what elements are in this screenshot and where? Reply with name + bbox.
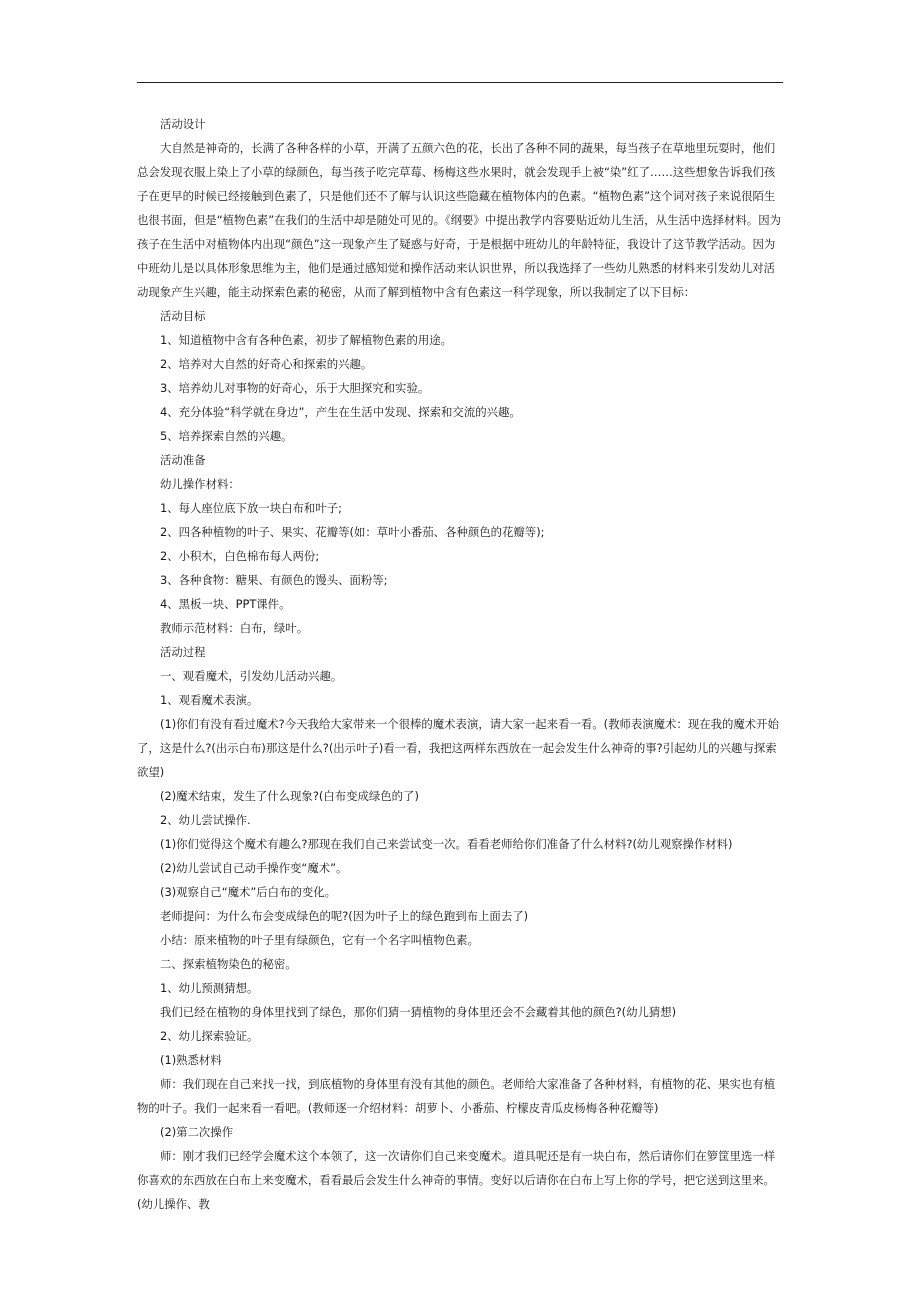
material-item: 2、四各种植物的叶子、果实、花瓣等(如：草叶小番茄、各种颜色的花瓣等);	[160, 525, 545, 539]
header-rule	[137, 82, 783, 83]
material-item: 2、小积木，白色棉布每人两份;	[160, 549, 320, 563]
part2-step1: 1、幼儿预测猜想。	[160, 981, 259, 995]
section-heading-design: 活动设计	[160, 117, 206, 131]
part2-substep-text: 师：刚才我们已经学会魔术这个本领了，这一次请你们自己来变魔术。道具呢还是有一块白布，然后请你们在箩筐里选一样你喜欢的东西放在白布上来变魔术，看看最后会发生什么神奇的事情。变好以后请你在白布上写上你的学号，把它送到这里来。(幼儿操作、教	[137, 1149, 776, 1211]
document-body	[137, 112, 783, 1216]
child-materials-label: 幼儿操作材料：	[160, 477, 240, 491]
intro-paragraph: 大自然是神奇的，长满了各种各样的小草，开满了五颜六色的花，长出了各种不同的蔬果，每当孩子在草地里玩耍时，他们总会发现衣服上染上了小草的绿颜色，每当孩子吃完草莓、杨梅这些水果时，就会发现手上被“染”红了……这些想象告诉我们孩子在更早的时候已经接触到色素了，只是他们还不了解与认识这些隐藏在植物体内的色素。“植物色素”这个词对孩子来说很陌生也很书面，但是“植物色素”在我们的生活中却是随处可见的。《纲要》中提出教学内容要贴近幼儿生活，从生活中选择材料。因为孩子在生活中对植物体内出现“颜色”这一现象产生了疑惑与好奇，于是根据中班幼儿的年龄特征，我设计了这节教学活动。因为中班幼儿是以具体形象思维为主，他们是通过感知觉和操作活动来认识世界，所以我选择了一些幼儿熟悉的材料来引发幼儿对活动现象产生兴趣，能主动探索色素的秘密，从而了解到植物中含有色素这一科学现象，所以我制定了以下目标：	[137, 141, 781, 299]
goal-item: 3、培养幼儿对事物的好奇心，乐于大胆探究和实验。	[160, 381, 430, 395]
material-item: 1、每人座位底下放一块白布和叶子;	[160, 501, 342, 515]
part2-substep-title: (2)第二次操作	[160, 1125, 234, 1139]
part2-title: 二、探索植物染色的秘密。	[160, 957, 297, 971]
part2-substep-title: (1)熟悉材料	[160, 1053, 222, 1067]
material-item: 4、黑板一块、PPT课件。	[160, 597, 291, 611]
part1-step2-item: (2)幼儿尝试自己动手操作变“魔术”。	[160, 861, 348, 875]
teacher-question: 老师提问：为什么布会变成绿色的呢?(因为叶子上的绿色跑到布上面去了)	[160, 909, 529, 923]
goal-item: 2、培养对大自然的好奇心和探索的兴趣。	[160, 357, 373, 371]
part1-step2-item: (1)你们觉得这个魔术有趣么?那现在我们自己来尝试变一次。看看老师给你们准备了什么材料?(幼儿观察操作材料)	[160, 837, 733, 851]
part1-question1: (1)你们有没有看过魔术?今天我给大家带来一个很棒的魔术表演，请大家一起来看一看。(教师表演魔术：现在我的魔术开始了，这是什么?(出示白布)那这是什么?(出示叶子)看一看，我把这两样东西放在一起会发生什么神奇的事?引起幼儿的兴趣与探索欲望)	[137, 717, 779, 779]
part1-title: 一、观看魔术，引发幼儿活动兴趣。	[160, 669, 343, 683]
part2-guess: 我们已经在植物的身体里找到了绿色，那你们猜一猜植物的身体里还会不会藏着其他的颜色?(幼儿猜想)	[160, 1005, 677, 1019]
section-heading-prep: 活动准备	[160, 453, 206, 467]
material-item: 3、各种食物：糖果、有颜色的馒头、面粉等;	[160, 573, 388, 587]
section-heading-process: 活动过程	[160, 645, 206, 659]
part2-substep-text: 师：我们现在自己来找一找，到底植物的身体里有没有其他的颜色。老师给大家准备了各种材料，有植物的花、果实也有植物的叶子。我们一起来看一看吧。(教师逐一介绍材料：胡萝卜、小番茄、柠檬皮青瓜皮杨梅各种花瓣等)	[137, 1077, 776, 1115]
goal-item: 5、培养探索自然的兴趣。	[160, 429, 293, 443]
part1-step2: 2、幼儿尝试操作.	[160, 813, 251, 827]
part2-step2: 2、幼儿探索验证。	[160, 1029, 259, 1043]
summary: 小结：原来植物的叶子里有绿颜色，它有一个名字叫植物色素。	[160, 933, 479, 947]
goal-item: 1、知道植物中含有各种色素，初步了解植物色素的用途。	[160, 333, 453, 347]
part1-question2: (2)魔术结束，发生了什么现象?(白布变成绿色的了)	[160, 789, 419, 803]
part1-step2-item: (3)观察自己“魔术”后白布的变化。	[160, 885, 337, 899]
part1-step1: 1、观看魔术表演。	[160, 693, 259, 707]
goal-item: 4、充分体验“科学就在身边”，产生在生活中发现、探索和交流的兴趣。	[160, 405, 521, 419]
section-heading-goals: 活动目标	[160, 309, 206, 323]
teacher-materials: 教师示范材料：白布，绿叶。	[160, 621, 309, 635]
